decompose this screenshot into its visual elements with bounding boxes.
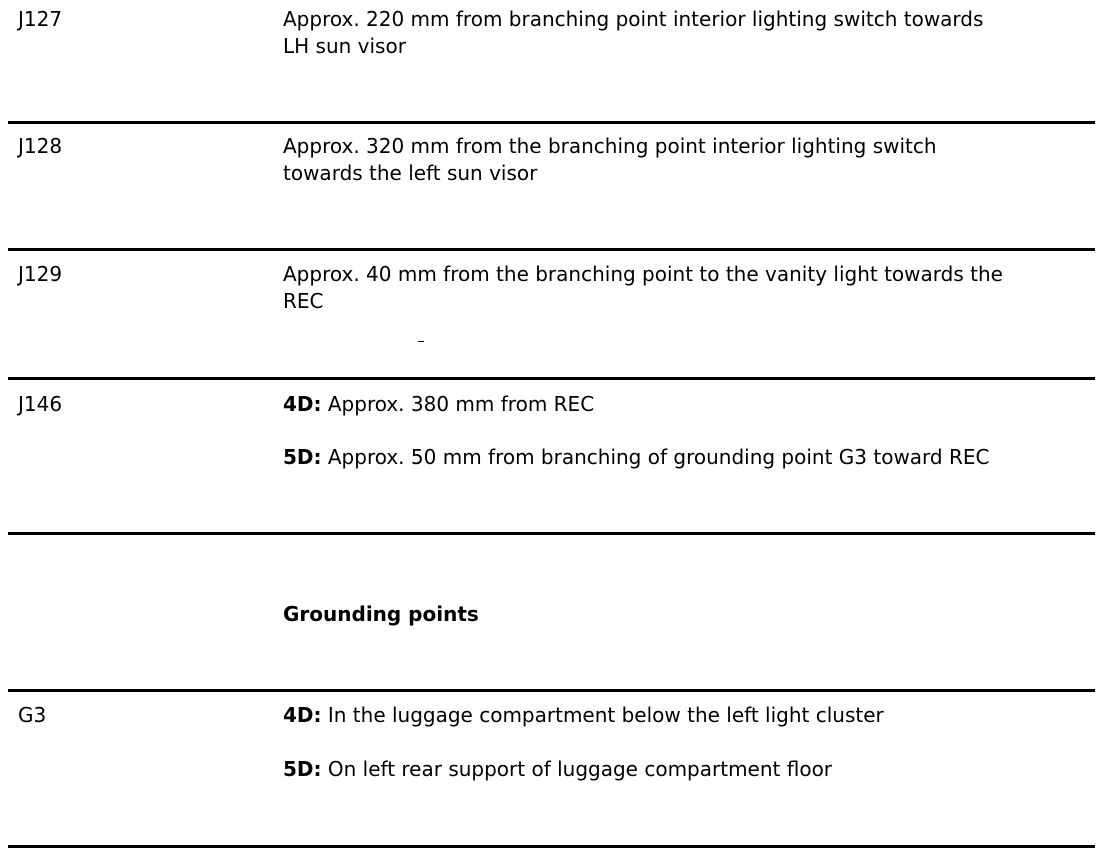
- variant-paragraph-4d: [283, 391, 1093, 418]
- row-description-j129: [283, 261, 1093, 315]
- variant-paragraph-4d: [283, 702, 1093, 729]
- row-code-j129: J129: [18, 262, 63, 286]
- row-description-j127: [283, 6, 1093, 60]
- row-divider: [8, 248, 1095, 251]
- variant-text: Approx. 380 mm from REC: [321, 392, 595, 416]
- variant-label: 4D:: [283, 703, 322, 727]
- variant-label: 5D:: [283, 757, 322, 781]
- variant-paragraph-5d: [283, 444, 1093, 471]
- stray-mark: [418, 341, 424, 342]
- row-description-j128: [283, 133, 1093, 187]
- variant-text: In the luggage compartment below the left light cluster: [321, 703, 884, 727]
- section-divider: [8, 689, 1095, 692]
- row-code-j127: J127: [18, 7, 63, 31]
- description-line: Approx. 40 mm from the branching point to the vanity light towards the: [283, 262, 1003, 286]
- description-line: REC: [283, 289, 324, 313]
- row-divider: [8, 845, 1095, 848]
- row-description-g3: [283, 702, 1093, 783]
- variant-text: Approx. 50 mm from branching of grounding point G3 toward REC: [321, 445, 990, 469]
- row-divider: [8, 532, 1095, 535]
- section-heading: Grounding points: [283, 602, 479, 626]
- variant-label: 4D:: [283, 392, 322, 416]
- variant-label: 5D:: [283, 445, 322, 469]
- description-line: Approx. 320 mm from the branching point interior lighting switch: [283, 134, 937, 158]
- description-line: LH sun visor: [283, 34, 406, 58]
- row-description-j146: [283, 391, 1093, 471]
- variant-text: On left rear support of luggage compartment floor: [321, 757, 833, 781]
- row-code-j146: J146: [18, 392, 63, 416]
- row-code-g3: G3: [18, 703, 47, 727]
- row-divider: [8, 377, 1095, 380]
- variant-paragraph-5d: [283, 756, 1093, 783]
- description-line: towards the left sun visor: [283, 161, 538, 185]
- row-divider: [8, 121, 1095, 124]
- description-line: Approx. 220 mm from branching point interior lighting switch towards: [283, 7, 984, 31]
- row-code-j128: J128: [18, 134, 63, 158]
